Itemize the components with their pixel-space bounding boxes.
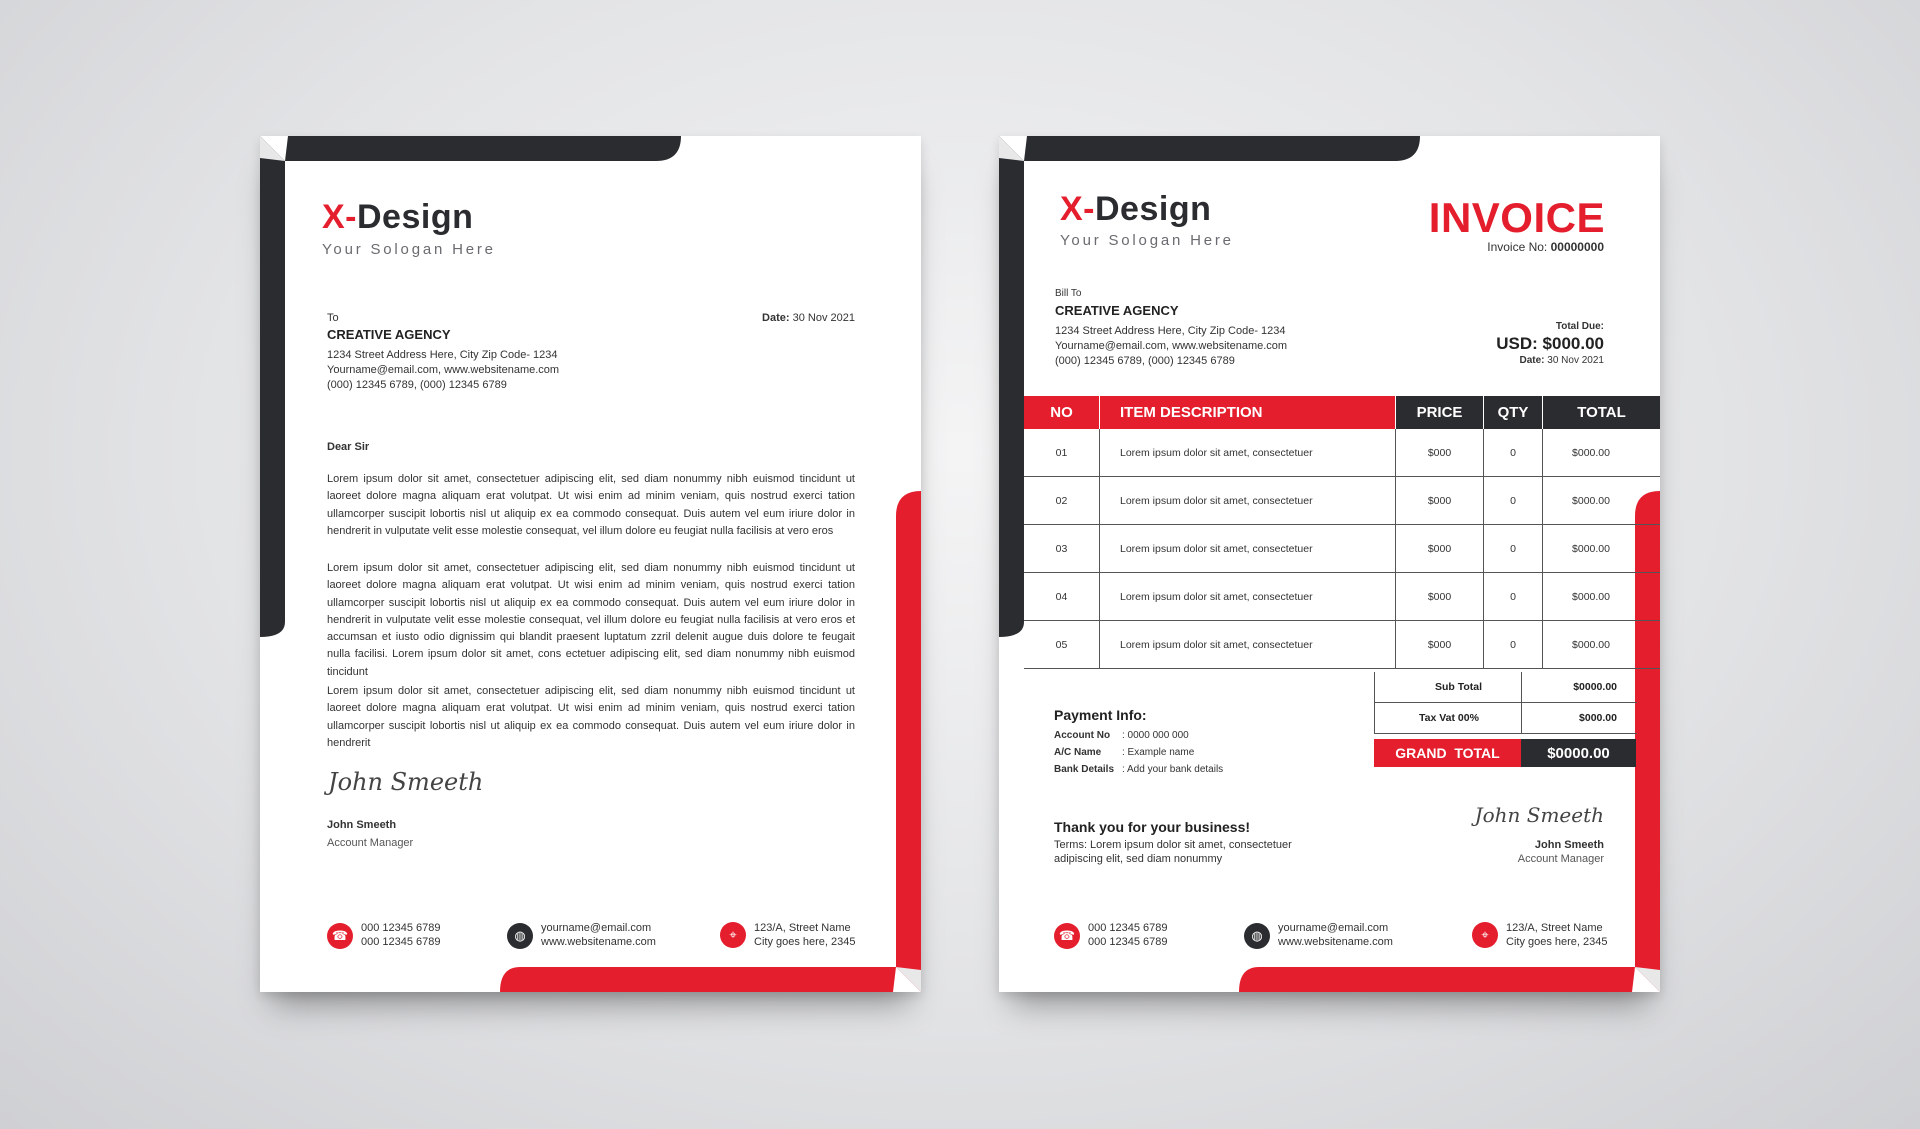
- sum-divider: [1521, 672, 1522, 702]
- total-due-value: USD: $000.00: [1496, 334, 1604, 353]
- letter-date: Date: 30 Nov 2021: [762, 312, 855, 324]
- signer-title: Account Manager: [327, 837, 414, 849]
- bill-to-address: 1234 Street Address Here, City Zip Code- 1234: [1055, 325, 1286, 337]
- table-row: [1024, 573, 1660, 621]
- row-description: Lorem ipsum dolor sit amet, consectetuer: [1100, 573, 1396, 621]
- row-price: $000: [1396, 573, 1484, 621]
- location-pin-icon: ⌖: [1472, 922, 1498, 948]
- signature: John Smeeth: [1474, 803, 1604, 827]
- terms-line-1: Terms: Lorem ipsum dolor sit amet, consectetuer: [1054, 839, 1292, 851]
- globe-icon: ◍: [507, 923, 533, 949]
- tax-value: $000.00: [1579, 712, 1617, 724]
- row-total: $000.00: [1543, 525, 1661, 573]
- account-no-label: Account No: [1054, 730, 1111, 741]
- bill-to-contact: Yourname@email.com, www.websitename.com: [1055, 340, 1288, 352]
- brand-slogan: Your Sologan Here: [1060, 232, 1234, 249]
- bill-to-name: CREATIVE AGENCY: [1055, 303, 1179, 318]
- invoice-date: Date: 30 Nov 2021: [1519, 355, 1604, 366]
- sum-divider: [1521, 703, 1522, 733]
- brand-logo: X-Design: [1060, 190, 1212, 228]
- globe-icon: ◍: [1244, 923, 1270, 949]
- letter-paragraph-1: Lorem ipsum dolor sit amet, consectetuer adipiscing elit, sed diam nonummy nibh euismod tincidunt ut laoreet dolore magna aliquam erat volutpat. Ut wisi enim ad minim veniam, quis nostrud exerci tation ullamcorper suscipit lobortis nisl ut aliquip ex ea commodo consequat. Duis autem vel eum iriure dolor in hendrerit in vulputate velit esse molestie consequat, vel illum dolore eu feugiat nulla facilisis at vero eros: [327, 473, 855, 537]
- account-no-value: : 0000 000 000: [1122, 730, 1189, 741]
- header-description: ITEM DESCRIPTION: [1100, 396, 1396, 429]
- header-no: NO: [1024, 396, 1100, 429]
- footer-web: yourname@email.com www.websitename.com: [541, 922, 656, 948]
- row-no: 03: [1024, 525, 1100, 573]
- row-no: 05: [1024, 621, 1100, 669]
- row-qty: 0: [1484, 573, 1543, 621]
- recipient-address: 1234 Street Address Here, City Zip Code- 1234: [327, 349, 558, 361]
- signer-name: John Smeeth: [1534, 839, 1604, 851]
- phone-icon: ☎: [327, 923, 353, 949]
- table-row: [1024, 621, 1660, 669]
- row-price: $000: [1396, 477, 1484, 525]
- sub-total-label: Sub Total: [1435, 681, 1483, 693]
- recipient-phones: (000) 12345 6789, (000) 12345 6789: [327, 379, 507, 391]
- row-price: $000: [1396, 429, 1484, 477]
- ac-name-label: A/C Name: [1054, 747, 1102, 758]
- items-table: [1024, 396, 1660, 669]
- row-total: $000.00: [1543, 477, 1661, 525]
- row-total: $000.00: [1543, 573, 1661, 621]
- tax-row: [1374, 703, 1637, 734]
- row-qty: 0: [1484, 477, 1543, 525]
- footer-phones: 000 12345 6789 000 12345 6789: [1088, 922, 1168, 948]
- location-pin-icon: ⌖: [720, 922, 746, 948]
- grand-total-value: $0000.00: [1521, 739, 1636, 767]
- row-description: Lorem ipsum dolor sit amet, consectetuer: [1100, 621, 1396, 669]
- row-description: Lorem ipsum dolor sit amet, consectetuer: [1100, 429, 1396, 477]
- to-label: To: [327, 312, 339, 324]
- invoice-number: Invoice No: 00000000: [1487, 240, 1604, 254]
- brand-logo: X-Design: [322, 198, 474, 236]
- invoice-title: INVOICE: [1428, 194, 1605, 241]
- letter-paragraph-3: Lorem ipsum dolor sit amet, consectetuer adipiscing elit, sed diam nonummy nibh euismod tincidunt ut laoreet dolore magna aliquam erat volutpat. Ut wisi enim ad minim veniam, quis nostrud exerci tation ullamcorper suscipit lobortis nisl ut aliquip ex ea commodo consequat. Duis autem vel eum iriure dolor in hendrerit: [327, 685, 855, 749]
- bill-to-phones: (000) 12345 6789, (000) 12345 6789: [1055, 355, 1235, 367]
- row-no: 02: [1024, 477, 1100, 525]
- footer-address: 123/A, Street Name City goes here, 2345: [1506, 922, 1608, 948]
- sub-total-value: $0000.00: [1573, 681, 1617, 693]
- row-qty: 0: [1484, 621, 1543, 669]
- row-price: $000: [1396, 621, 1484, 669]
- footer-web: yourname@email.com www.websitename.com: [1278, 922, 1393, 948]
- letter-paragraph-2: Lorem ipsum dolor sit amet, consectetuer adipiscing elit, sed diam nonummy nibh euismod tincidunt ut laoreet dolore magna aliquam erat volutpat. Ut wisi enim ad minim veniam, quis nostrud exerci tation ullamcorper suscipit lobortis nisl ut aliquip ex ea commodo consequat. Duis autem vel eum iriure dolor in hendrerit in vulputate velit esse molestie consequat, vel illum dolore eu feugiat nulla facilisis at vero eros et accumsan et iusto odio dignissim qui blandit praesent luptatum zzril delenit augue duis dolore te feugait nulla facilisi. Lorem ipsum dolor sit amet, cons ectetuer adipiscing elit, sed diam nonummy nibh euismod tincidunt: [327, 562, 855, 678]
- row-qty: 0: [1484, 525, 1543, 573]
- terms-line-2: adipiscing elit, sed diam nonummy: [1054, 853, 1223, 865]
- table-row: [1024, 429, 1660, 477]
- items-table-header: [1024, 396, 1660, 429]
- header-total: TOTAL: [1543, 396, 1661, 429]
- row-total: $000.00: [1543, 429, 1661, 477]
- signer-title: Account Manager: [1517, 853, 1604, 865]
- table-row: [1024, 525, 1660, 573]
- total-due-label: Total Due:: [1555, 321, 1604, 332]
- header-qty: QTY: [1484, 396, 1543, 429]
- footer-phones: 000 12345 6789 000 12345 6789: [361, 922, 441, 948]
- header-price: PRICE: [1396, 396, 1484, 429]
- payment-info-title: Payment Info:: [1054, 707, 1147, 723]
- row-description: Lorem ipsum dolor sit amet, consectetuer: [1100, 477, 1396, 525]
- table-row: [1024, 477, 1660, 525]
- tax-label: Tax Vat 00%: [1419, 712, 1479, 724]
- bank-details-label: Bank Details: [1054, 764, 1115, 775]
- phone-icon: ☎: [1054, 923, 1080, 949]
- row-price: $000: [1396, 525, 1484, 573]
- bank-details-value: : Add your bank details: [1122, 764, 1224, 775]
- footer-address: 123/A, Street Name City goes here, 2345: [754, 922, 856, 948]
- row-no: 01: [1024, 429, 1100, 477]
- bill-to-label: Bill To: [1055, 288, 1082, 299]
- ac-name-value: : Example name: [1122, 747, 1195, 758]
- grand-total-label: GRAND TOTAL: [1374, 739, 1521, 767]
- row-description: Lorem ipsum dolor sit amet, consectetuer: [1100, 525, 1396, 573]
- row-qty: 0: [1484, 429, 1543, 477]
- signer-name: John Smeeth: [327, 819, 397, 831]
- recipient-contact: Yourname@email.com, www.websitename.com: [327, 364, 560, 376]
- brand-slogan: Your Sologan Here: [322, 241, 496, 258]
- row-no: 04: [1024, 573, 1100, 621]
- salutation: Dear Sir: [327, 441, 370, 453]
- sub-total-row: [1374, 672, 1637, 703]
- recipient-name: CREATIVE AGENCY: [327, 327, 451, 342]
- thank-you-text: Thank you for your business!: [1054, 819, 1251, 835]
- invoice-page: [999, 136, 1660, 992]
- row-total: $000.00: [1543, 621, 1661, 669]
- letterhead-page: [260, 136, 921, 992]
- signature: John Smeeth: [328, 768, 484, 796]
